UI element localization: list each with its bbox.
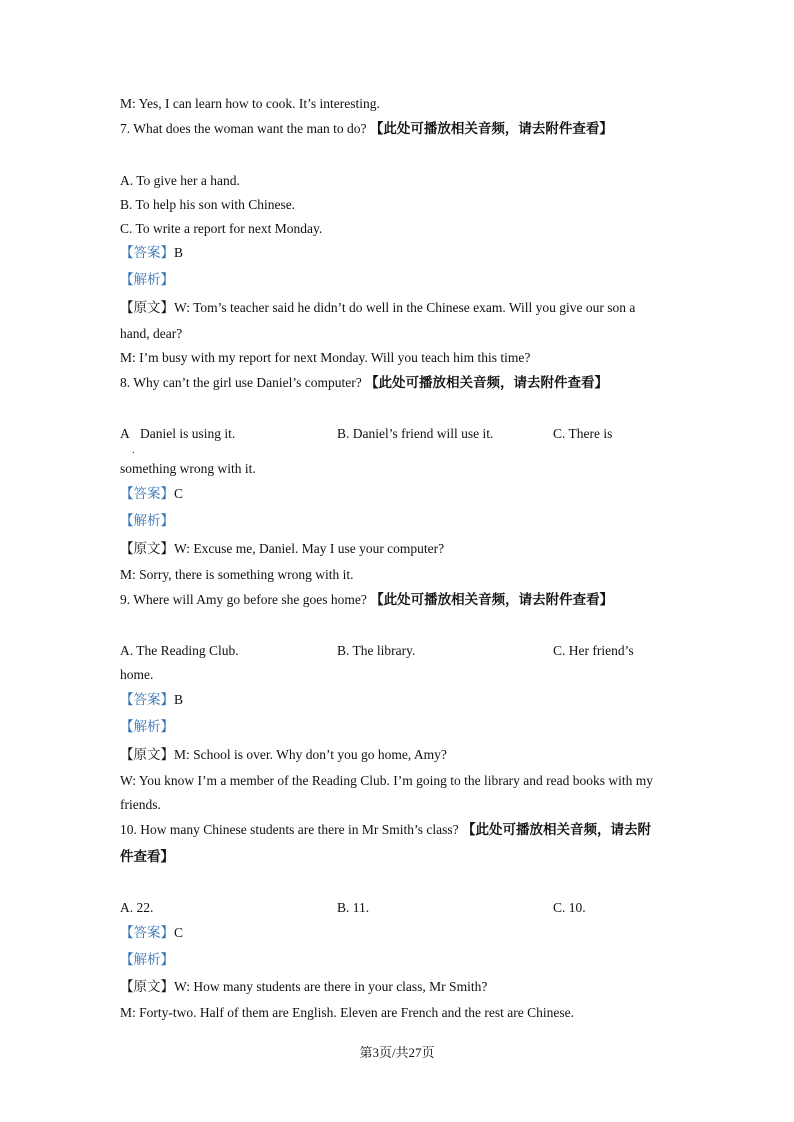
script-line: friends. xyxy=(120,797,161,812)
script-line: hand, dear? xyxy=(120,326,183,341)
option-c: C. Her friend’s xyxy=(553,643,634,658)
script-line: W: How many students are there in your class, Mr Smith? xyxy=(174,979,488,994)
question-text: 8. Why can’t the girl use Daniel’s computer? xyxy=(120,375,362,390)
audio-note[interactable]: 【此处可播放相关音频，请去附 xyxy=(461,822,651,837)
option-a: A. The Reading Club. xyxy=(120,643,239,658)
analysis-label: 【解析】 xyxy=(120,513,174,528)
option-c: C. There is xyxy=(553,426,613,441)
answer-row xyxy=(120,692,183,708)
original-label: 【原文】 xyxy=(120,300,174,315)
option-a: Daniel is using it. xyxy=(140,426,236,441)
option-c-continued: home. xyxy=(120,667,154,682)
original-row xyxy=(120,747,447,763)
answer-label: 【答案】 xyxy=(120,925,174,940)
analysis-label: 【解析】 xyxy=(120,719,174,734)
script-line: M: Forty-two. Half of them are English. Eleven are French and the rest are Chinese. xyxy=(120,1005,574,1020)
answer-value: B xyxy=(174,245,184,260)
question-text: 9. Where will Amy go before she goes home? xyxy=(120,592,367,607)
audio-note-continued[interactable]: 件查看】 xyxy=(120,849,174,864)
question-10 xyxy=(120,822,651,838)
script-line: M: Yes, I can learn how to cook. It’s interesting. xyxy=(120,96,380,111)
script-line: M: School is over. Why don’t you go home, Amy? xyxy=(174,747,447,762)
option-a-letter: A xyxy=(120,426,130,441)
original-row xyxy=(120,979,487,995)
answer-value: B xyxy=(174,692,184,707)
script-line: M: I’m busy with my report for next Monday. Will you teach him this time? xyxy=(120,350,531,365)
option-a: A. To give her a hand. xyxy=(120,173,240,188)
option-b: B. To help his son with Chinese. xyxy=(120,197,296,212)
script-line: W: Tom’s teacher said he didn’t do well in the Chinese exam. Will you give our son a xyxy=(174,300,636,315)
original-label: 【原文】 xyxy=(120,747,174,762)
answer-label: 【答案】 xyxy=(120,486,174,501)
answer-value: C xyxy=(174,925,184,940)
script-line: W: Excuse me, Daniel. May I use your computer? xyxy=(174,541,445,556)
option-b: B. The library. xyxy=(337,643,416,658)
original-row xyxy=(120,300,635,316)
option-b: B. Daniel’s friend will use it. xyxy=(337,426,494,441)
analysis-label: 【解析】 xyxy=(120,272,174,287)
analysis-label: 【解析】 xyxy=(120,952,174,967)
question-8 xyxy=(120,375,608,391)
option-b: B. 11. xyxy=(337,900,370,915)
original-label: 【原文】 xyxy=(120,541,174,556)
page-number: 第3页/共27页 xyxy=(359,1045,435,1060)
answer-row xyxy=(120,245,183,261)
option-a: A. 22. xyxy=(120,900,154,915)
question-text: 7. What does the woman want the man to do? xyxy=(120,121,367,136)
audio-note[interactable]: 【此处可播放相关音频，请去附件查看】 xyxy=(369,121,613,136)
script-line: M: Sorry, there is something wrong with it. xyxy=(120,567,354,582)
option-c: C. 10. xyxy=(553,900,586,915)
answer-row xyxy=(120,486,183,502)
question-9 xyxy=(120,592,613,608)
original-row xyxy=(120,541,444,557)
answer-label: 【答案】 xyxy=(120,692,174,707)
script-line: W: You know I’m a member of the Reading Club. I’m going to the library and read books with my xyxy=(120,773,654,788)
question-text: 10. How many Chinese students are there in Mr Smith’s class? xyxy=(120,822,459,837)
question-7 xyxy=(120,121,613,137)
option-c: C. To write a report for next Monday. xyxy=(120,221,323,236)
answer-value: C xyxy=(174,486,184,501)
answer-label: 【答案】 xyxy=(120,245,174,260)
option-c-continued: something wrong with it. xyxy=(120,461,256,476)
audio-note[interactable]: 【此处可播放相关音频，请去附件查看】 xyxy=(365,375,609,390)
audio-note[interactable]: 【此处可播放相关音频，请去附件查看】 xyxy=(370,592,614,607)
option-a-dot: . xyxy=(132,445,135,456)
original-label: 【原文】 xyxy=(120,979,174,994)
answer-row xyxy=(120,925,183,941)
